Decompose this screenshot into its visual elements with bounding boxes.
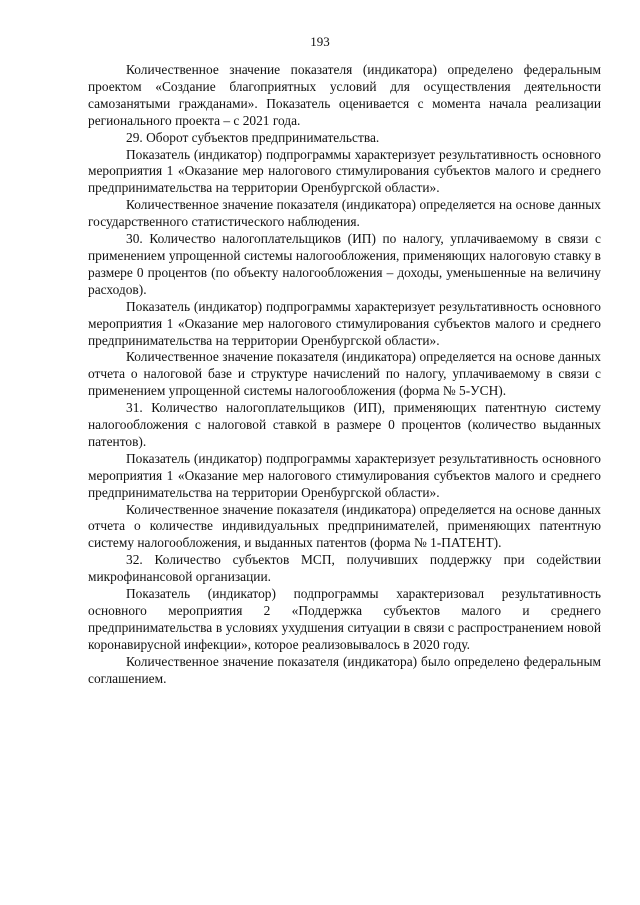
paragraph-self-employed-indicator: Количественное значение показателя (индикатора) определено федеральным проектом «Создание благоприятных условий для осуществления деятельности самозанятыми гражданами». Показатель оценивается с момента начала реализации регионального проекта – с 2021 года. xyxy=(88,62,601,128)
paragraph-item-32-source: Количественное значение показателя (индикатора) было определено федеральным соглашением. xyxy=(88,653,601,686)
paragraph-item-31-heading: 31. Количество налогоплательщиков (ИП), применяющих патентную систему налогообложения с налоговой ставкой в размере 0 процентов (количество выданных патентов). xyxy=(88,400,601,449)
paragraph-item-31-description: Показатель (индикатор) подпрограммы характеризует результативность основного мероприятия 1 «Оказание мер налогового стимулирования субъектов малого и среднего предпринимательства на территории Оренбургской области». xyxy=(88,450,601,500)
paragraph-item-31-source: Количественное значение показателя (индикатора) определяется на основе данных отчета о количестве индивидуальных предпринимателей, применяющих патентную систему налогообложения, и выданных патентов (форма № 1-ПАТЕНТ). xyxy=(88,501,601,551)
paragraph-item-32-description: Показатель (индикатор) подпрограммы характеризовал результативность основного мероприятия 2 «Поддержка субъектов малого и среднего предпринимательства в условиях ухудшения ситуации в связи с распространением новой коронавирусной инфекции», которое реализовывалось в 2020 году. xyxy=(88,586,601,652)
document-body xyxy=(88,62,601,688)
paragraph-item-30-heading: 30. Количество налогоплательщиков (ИП) по налогу, уплачиваемому в связи с применением упрощенной системы налогообложения, применяющих налоговую ставку в размере 0 процентов (по объекту налогообложения – доходы, уменьшенные на величину расходов). xyxy=(88,231,601,297)
paragraph-item-30-description: Показатель (индикатор) подпрограммы характеризует результативность основного мероприятия 1 «Оказание мер налогового стимулирования субъектов малого и среднего предпринимательства на территории Оренбургской области». xyxy=(88,298,601,348)
paragraph-item-29-source: Количественное значение показателя (индикатора) определяется на основе данных государственного статистического наблюдения. xyxy=(88,197,601,230)
paragraph-item-29-heading: 29. Оборот субъектов предпринимательства. xyxy=(126,129,380,145)
paragraph-item-32-heading: 32. Количество субъектов МСП, получивших поддержку при содействии микрофинансовой организации. xyxy=(88,552,601,585)
paragraph-item-30-source: Количественное значение показателя (индикатора) определяется на основе данных отчета о налоговой базе и структуре начислений по налогу, уплачиваемому в связи с применением упрощенной системы налогообложения (форма № 5-УСН). xyxy=(88,349,601,399)
paragraph-item-29-description: Показатель (индикатор) подпрограммы характеризует результативность основного мероприятия 1 «Оказание мер налогового стимулирования субъектов малого и среднего предпринимательства на территории Оренбургской области». xyxy=(88,146,601,196)
page-number: 193 xyxy=(310,34,330,49)
